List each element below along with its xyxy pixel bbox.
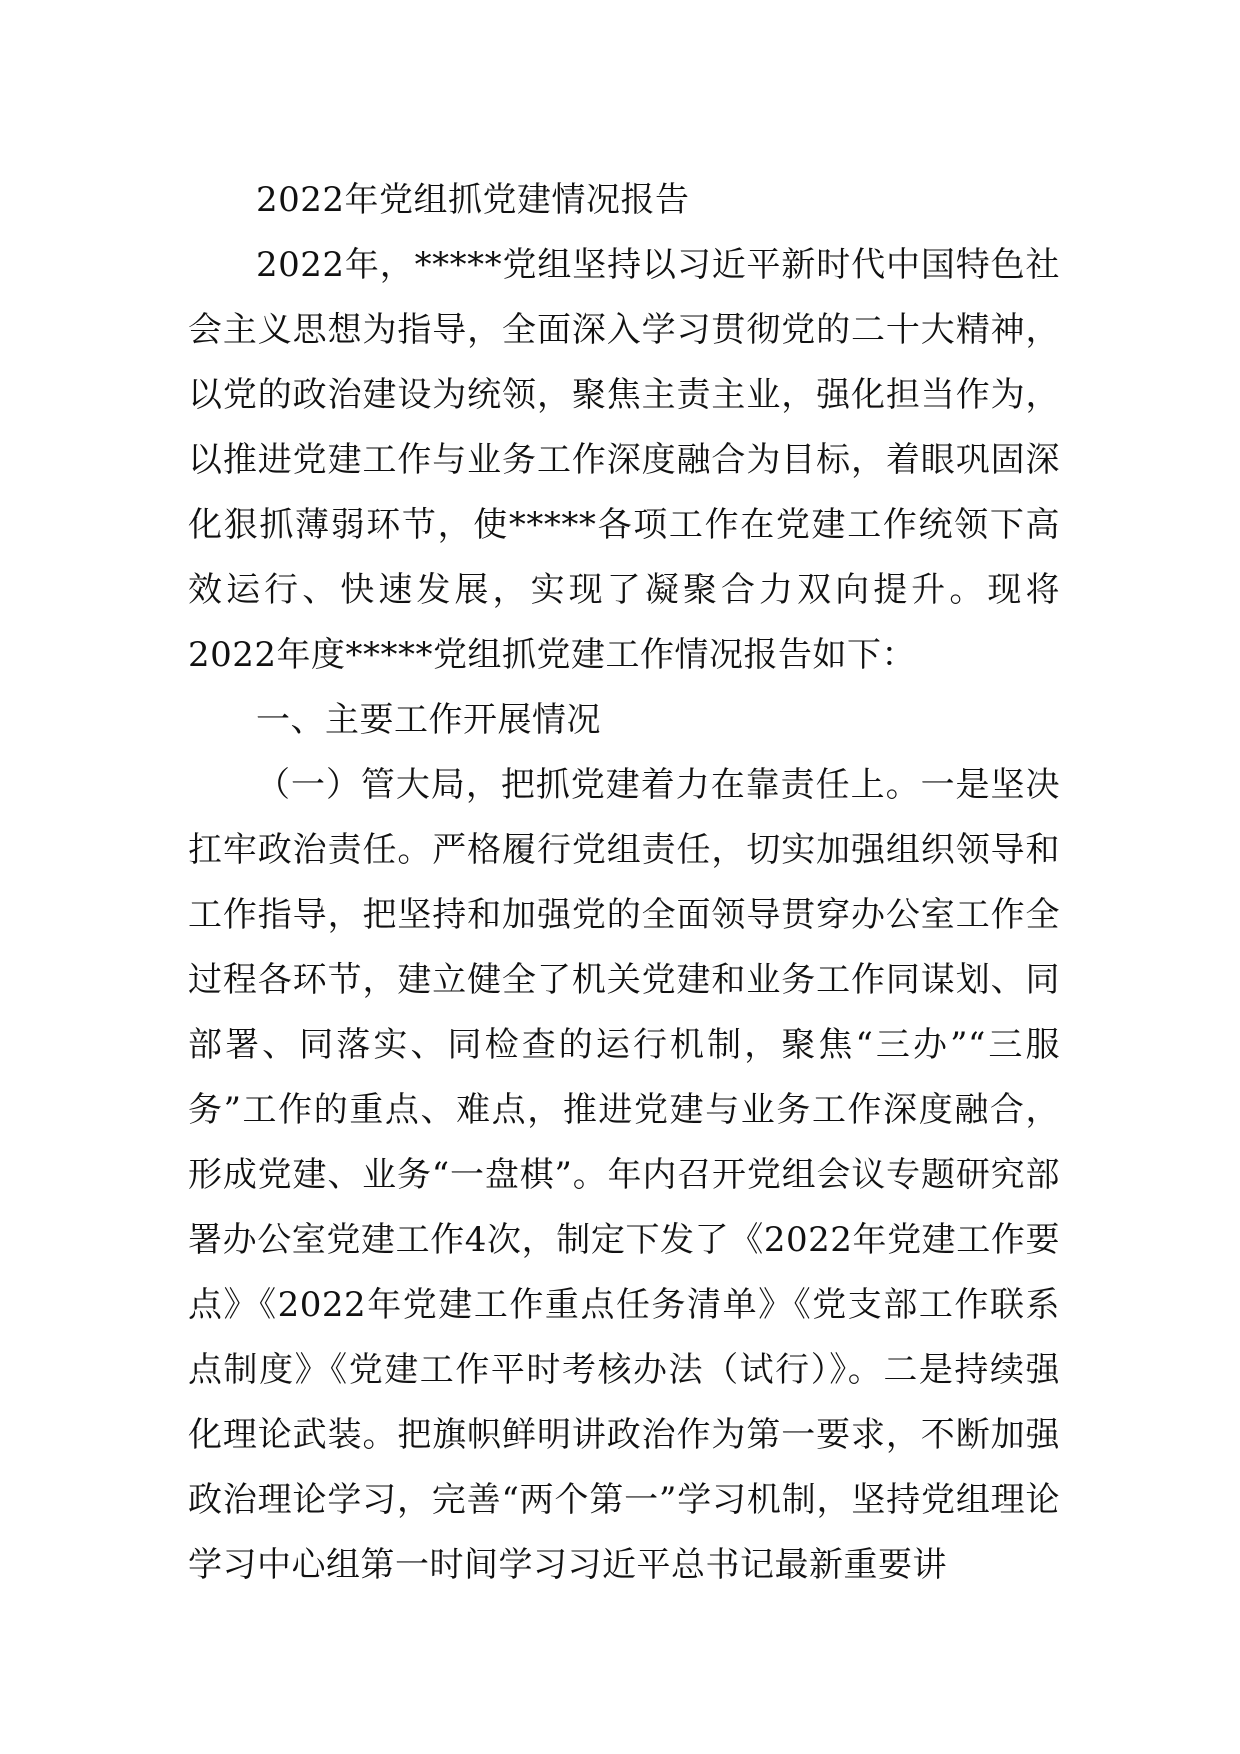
intro-paragraph: 2022年，*****党组坚持以习近平新时代中国特色社会主义思想为指导，全面深入学习贯彻党的二十大精神，以党的政治建设为统领，聚焦主责主业，强化担当作为，以推进党建工作与业务工作深度融合为目标，着眼巩固深化狠抓薄弱环节，使*****各项工作在党建工作统领下高效运行、快速发展，实现了凝聚合力双向提升。现将2022年度*****党组抓党建工作情况报告如下： bbox=[188, 245, 1060, 675]
section-heading: 一、主要工作开展情况 bbox=[256, 700, 601, 740]
document-title: 2022年党组抓党建情况报告 bbox=[256, 180, 690, 220]
body-paragraph: （一）管大局，把抓党建着力在靠责任上。一是坚决扛牢政治责任。严格履行党组责任，切实加强组织领导和工作指导，把坚持和加强党的全面领导贯穿办公室工作全过程各环节，建立健全了机关党建和业务工作同谋划、同部署、同落实、同检查的运行机制，聚焦“三办”“三服务”工作的重点、难点，推进党建与业务工作深度融合，形成党建、业务“一盘棋”。年内召开党组会议专题研究部署办公室党建工作4次，制定下发了《2022年党建工作要点》《2022年党建工作重点任务清单》《党支部工作联系点制度》《党建工作平时考核办法（试行）》。二是持续强化理论武装。把旗帜鲜明讲政治作为第一要求，不断加强政治理论学习，完善“两个第一”学习机制，坚持党组理论学习中心组第一时间学习习近平总书记最新重要讲 bbox=[188, 765, 1060, 1585]
document-page bbox=[188, 168, 1060, 1598]
